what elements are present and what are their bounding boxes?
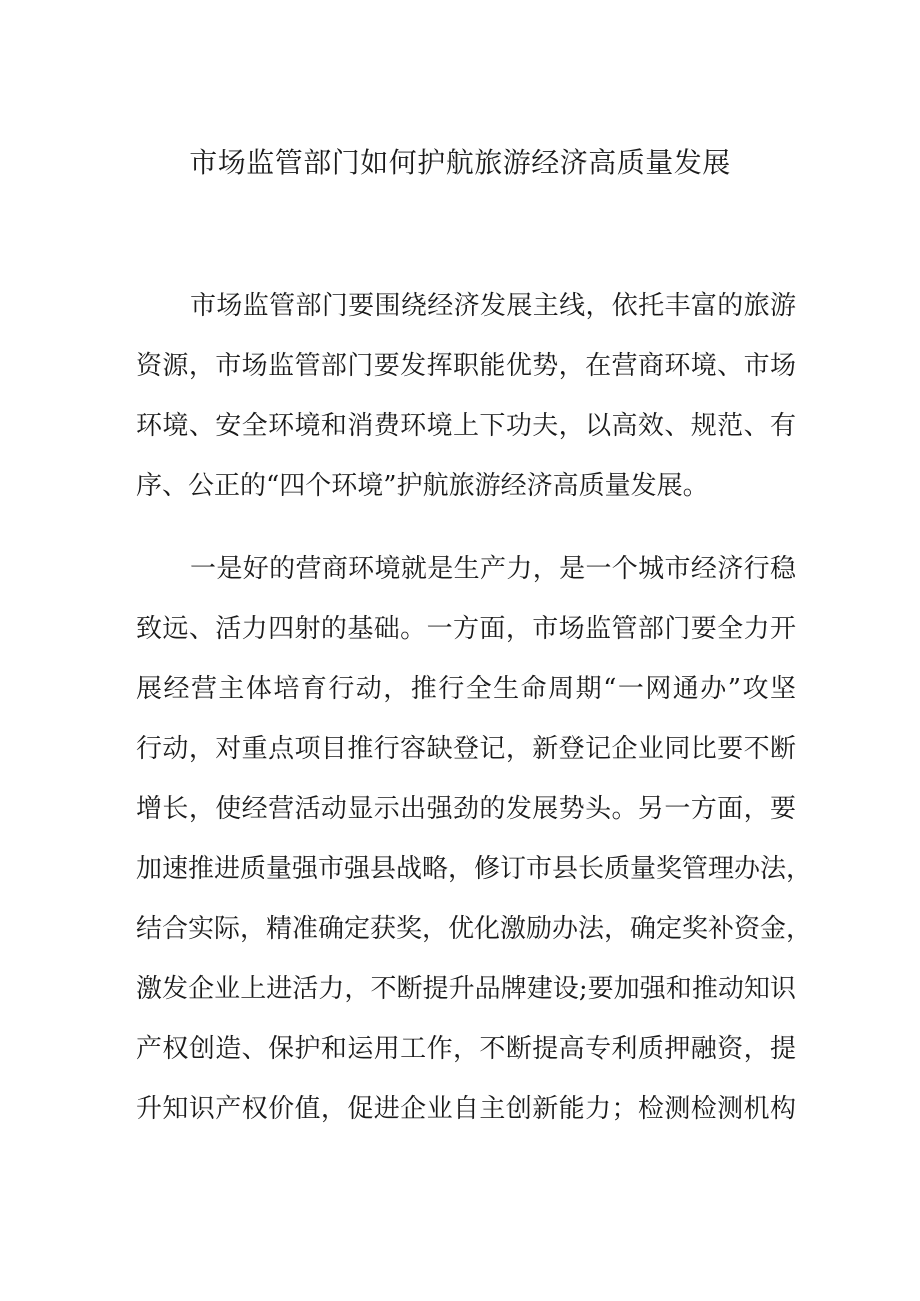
paragraph-2-line-2: 致远、活力四射的基础。一方面，市场监管部门要全力开 xyxy=(136,614,796,644)
paragraph-2-line-4: 行动，对重点项目推行容缺登记，新登记企业同比要不断 xyxy=(136,734,796,764)
paragraph-1-line-1: 市场监管部门要围绕经济发展主线，依托丰富的旅游 xyxy=(190,291,796,321)
paragraph-2-line-10: 升知识产权价值，促进企业自主创新能力；检测检测机构 xyxy=(136,1094,796,1124)
paragraph-2-line-8: 激发企业上进活力，不断提升品牌建设;要加强和推动知识 xyxy=(136,974,796,1004)
paragraph-1-line-4: 序、公正的“四个环境”护航旅游经济高质量发展。 xyxy=(136,471,709,501)
paragraph-1-line-2: 资源，市场监管部门要发挥职能优势，在营商环境、市场 xyxy=(136,351,796,381)
paragraph-2-line-6: 加速推进质量强市强县战略，修订市县长质量奖管理办法， xyxy=(136,854,813,884)
document-title: 市场监管部门如何护航旅游经济高质量发展 xyxy=(189,146,731,179)
paragraph-2-line-5: 增长，使经营活动显示出强劲的发展势头。另一方面，要 xyxy=(136,794,796,824)
paragraph-2-line-7: 结合实际，精准确定获奖，优化激励办法，确定奖补资金， xyxy=(136,914,813,944)
paragraph-2-line-9: 产权创造、保护和运用工作，不断提高专利质押融资，提 xyxy=(136,1034,796,1064)
paragraph-2-line-3: 展经营主体培育行动，推行全生命周期“一网通办”攻坚 xyxy=(136,674,796,704)
paragraph-2-line-1: 一是好的营商环境就是生产力，是一个城市经济行稳 xyxy=(190,554,796,584)
paragraph-1-line-3: 环境、安全环境和消费环境上下功夫，以高效、规范、有 xyxy=(136,411,796,441)
